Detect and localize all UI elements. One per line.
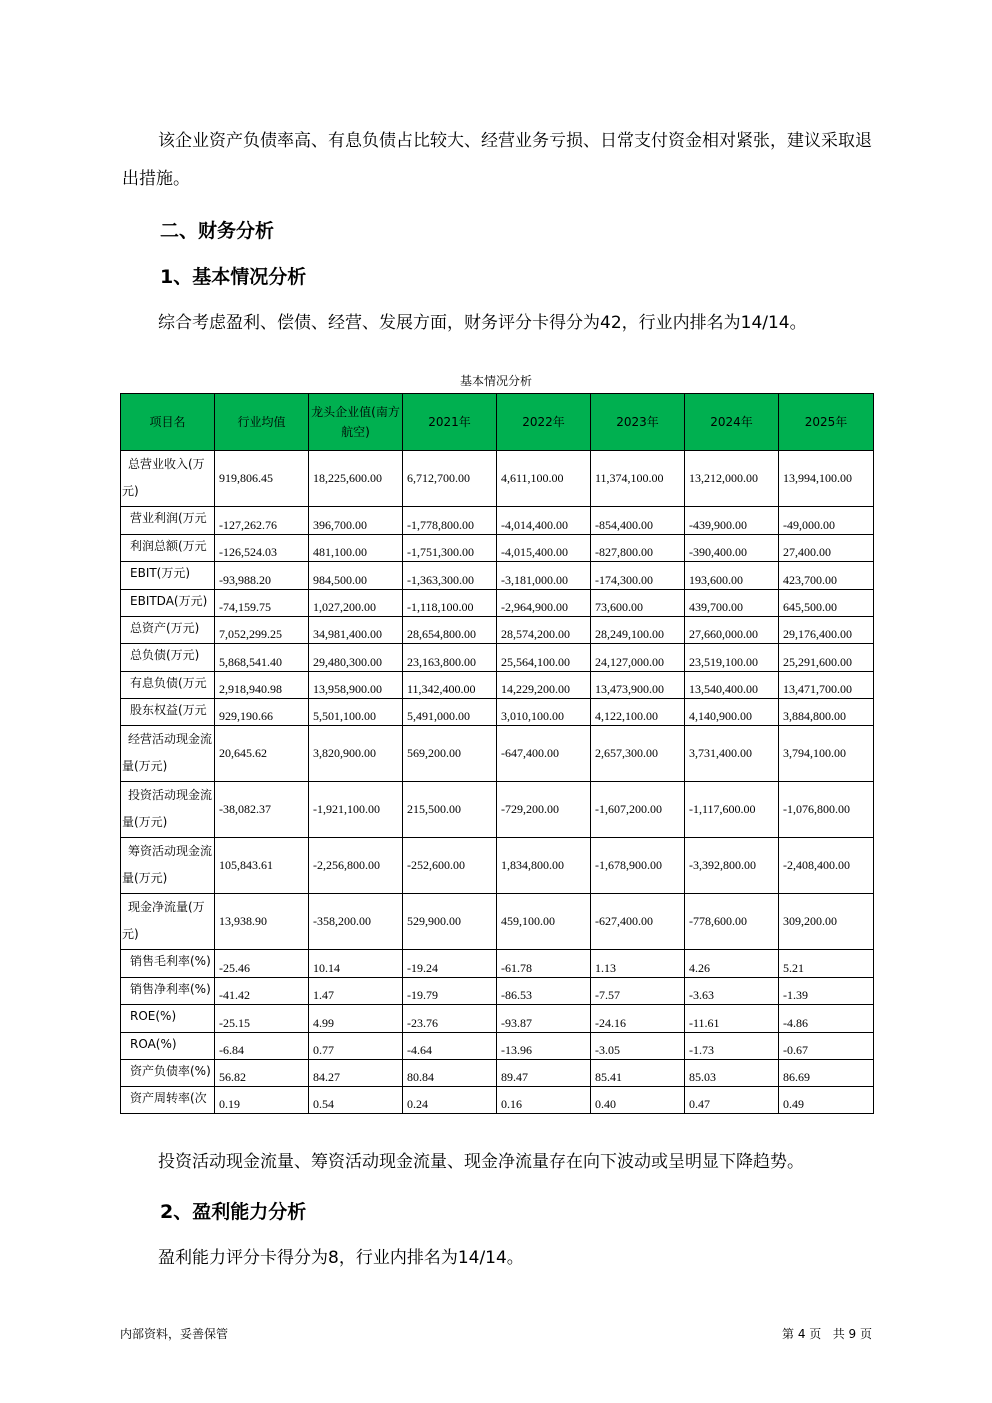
header-2023: 2023年 — [591, 394, 685, 451]
row-label: 销售净利率(%) — [121, 978, 215, 1005]
table-cell: 645,500.00 — [779, 590, 874, 617]
table-cell: -41.42 — [215, 978, 309, 1005]
table-cell: -1,778,800.00 — [403, 507, 497, 535]
table-cell: -778,600.00 — [685, 894, 779, 950]
table-cell: 929,190.66 — [215, 699, 309, 726]
row-label: ROA(%) — [121, 1033, 215, 1060]
table-cell: 569,200.00 — [403, 726, 497, 782]
table-row — [121, 838, 874, 894]
table-cell: -23.76 — [403, 1005, 497, 1033]
table-cell: 28,249,100.00 — [591, 617, 685, 644]
table-cell: 28,574,200.00 — [497, 617, 591, 644]
table-cell: -6.84 — [215, 1033, 309, 1060]
table-cell: -0.67 — [779, 1033, 874, 1060]
table-cell: -1,921,100.00 — [309, 782, 403, 838]
table-cell: -1,118,100.00 — [403, 590, 497, 617]
table-cell: -2,256,800.00 — [309, 838, 403, 894]
table-cell: 0.47 — [685, 1087, 779, 1114]
after-table-text: 投资活动现金流量、筹资活动现金流量、现金净流量存在向下波动或呈明显下降趋势。 — [158, 1152, 804, 1172]
row-label: 总负债(万元) — [121, 644, 215, 672]
table-cell: -93.87 — [497, 1005, 591, 1033]
table-cell: 25,291,600.00 — [779, 644, 874, 672]
table-cell: -1,117,600.00 — [685, 782, 779, 838]
table-cell: 0.19 — [215, 1087, 309, 1114]
table-cell: -24.16 — [591, 1005, 685, 1033]
table-cell: 80.84 — [403, 1060, 497, 1087]
table-cell: -25.15 — [215, 1005, 309, 1033]
table-cell: -74,159.75 — [215, 590, 309, 617]
table-row — [121, 535, 874, 562]
table-cell: 1.13 — [591, 950, 685, 978]
table-row — [121, 1033, 874, 1060]
row-label: 资产负债率(%) — [121, 1060, 215, 1087]
table-cell: -49,000.00 — [779, 507, 874, 535]
section-title-financial-analysis: 二、财务分析 — [160, 220, 275, 242]
table-cell: -4,015,400.00 — [497, 535, 591, 562]
header-2021: 2021年 — [403, 394, 497, 451]
table-cell: -1,607,200.00 — [591, 782, 685, 838]
table-cell: 4.26 — [685, 950, 779, 978]
table-cell: -1.39 — [779, 978, 874, 1005]
table-cell: -252,600.00 — [403, 838, 497, 894]
table-cell: 1.47 — [309, 978, 403, 1005]
table-cell: 13,994,100.00 — [779, 451, 874, 507]
table-cell: 56.82 — [215, 1060, 309, 1087]
table-cell: 0.49 — [779, 1087, 874, 1114]
table-row — [121, 699, 874, 726]
table-cell: -3.05 — [591, 1033, 685, 1060]
table-cell: 439,700.00 — [685, 590, 779, 617]
table-cell: 5,501,100.00 — [309, 699, 403, 726]
row-label: 筹资活动现金流量(万元) — [121, 838, 215, 894]
table-cell: 3,820,900.00 — [309, 726, 403, 782]
table-cell: -358,200.00 — [309, 894, 403, 950]
table-cell: -1,076,800.00 — [779, 782, 874, 838]
table-cell: -1,678,900.00 — [591, 838, 685, 894]
table-cell: 3,731,400.00 — [685, 726, 779, 782]
table-row — [121, 617, 874, 644]
table-row — [121, 894, 874, 950]
table-cell: 10.14 — [309, 950, 403, 978]
table-cell: -25.46 — [215, 950, 309, 978]
table-cell: 25,564,100.00 — [497, 644, 591, 672]
row-label: 总营业收入(万元) — [121, 451, 215, 507]
intro-paragraph: 该企业资产负债率高、有息负债占比较大、经营业务亏损、日常支付资金相对紧张，建议采取退出措施。 — [122, 131, 872, 189]
table-cell: 23,163,800.00 — [403, 644, 497, 672]
table-cell: 85.03 — [685, 1060, 779, 1087]
row-label: 利润总额(万元 — [121, 535, 215, 562]
table-cell: 309,200.00 — [779, 894, 874, 950]
table-cell: 14,229,200.00 — [497, 672, 591, 699]
table-cell: 3,884,800.00 — [779, 699, 874, 726]
table-cell: 86.69 — [779, 1060, 874, 1087]
footer-confidential: 内部资料，妥善保管 — [120, 1327, 229, 1341]
table-cell: -3,392,800.00 — [685, 838, 779, 894]
table-cell: 18,225,600.00 — [309, 451, 403, 507]
table-row — [121, 1087, 874, 1114]
row-label: 有息负债(万元 — [121, 672, 215, 699]
table-cell: 27,400.00 — [779, 535, 874, 562]
table-cell: 481,100.00 — [309, 535, 403, 562]
table-row — [121, 562, 874, 590]
table-cell: -126,524.03 — [215, 535, 309, 562]
table-row — [121, 726, 874, 782]
table-cell: 2,657,300.00 — [591, 726, 685, 782]
profitability-summary-text: 盈利能力评分卡得分为8，行业内排名为14/14。 — [158, 1248, 524, 1268]
table-cell: 89.47 — [497, 1060, 591, 1087]
table-cell: 529,900.00 — [403, 894, 497, 950]
table-cell: -86.53 — [497, 978, 591, 1005]
table-cell: 23,519,100.00 — [685, 644, 779, 672]
header-2022: 2022年 — [497, 394, 591, 451]
table-cell: -3.63 — [685, 978, 779, 1005]
basic-analysis-table — [120, 393, 874, 1114]
table-cell: 1,027,200.00 — [309, 590, 403, 617]
table-cell: 28,654,800.00 — [403, 617, 497, 644]
footer-page-number: 第 4 页 共 9 页 — [782, 1327, 872, 1341]
table-cell: 984,500.00 — [309, 562, 403, 590]
table-cell: -2,408,400.00 — [779, 838, 874, 894]
table-cell: 193,600.00 — [685, 562, 779, 590]
table-cell: 73,600.00 — [591, 590, 685, 617]
table-cell: 5.21 — [779, 950, 874, 978]
table-cell: 919,806.45 — [215, 451, 309, 507]
row-label: 现金净流量(万元) — [121, 894, 215, 950]
table-row — [121, 978, 874, 1005]
table-cell: -4,014,400.00 — [497, 507, 591, 535]
row-label: 投资活动现金流量(万元) — [121, 782, 215, 838]
table-cell: 11,374,100.00 — [591, 451, 685, 507]
table-cell: 6,712,700.00 — [403, 451, 497, 507]
table-cell: -19.79 — [403, 978, 497, 1005]
table-cell: -854,400.00 — [591, 507, 685, 535]
table-cell: -19.24 — [403, 950, 497, 978]
table-cell: 24,127,000.00 — [591, 644, 685, 672]
subsection-title-basic: 1、基本情况分析 — [160, 266, 307, 288]
row-label: 经营活动现金流量(万元) — [121, 726, 215, 782]
table-cell: -647,400.00 — [497, 726, 591, 782]
table-cell: 13,212,000.00 — [685, 451, 779, 507]
table-cell: -827,800.00 — [591, 535, 685, 562]
table-cell: 1,834,800.00 — [497, 838, 591, 894]
table-cell: 84.27 — [309, 1060, 403, 1087]
table-cell: 105,843.61 — [215, 838, 309, 894]
table-cell: 13,938.90 — [215, 894, 309, 950]
table-row — [121, 1060, 874, 1087]
table-cell: 0.77 — [309, 1033, 403, 1060]
row-label: 营业利润(万元 — [121, 507, 215, 535]
row-label: EBITDA(万元) — [121, 590, 215, 617]
table-cell: 29,176,400.00 — [779, 617, 874, 644]
table-cell: -2,964,900.00 — [497, 590, 591, 617]
table-row — [121, 507, 874, 535]
table-cell: -93,988.20 — [215, 562, 309, 590]
table-cell: -627,400.00 — [591, 894, 685, 950]
header-industry-avg: 行业均值 — [215, 394, 309, 451]
table-cell: 0.16 — [497, 1087, 591, 1114]
table-cell: -729,200.00 — [497, 782, 591, 838]
row-label: ROE(%) — [121, 1005, 215, 1033]
table-cell: -11.61 — [685, 1005, 779, 1033]
table-cell: -1,751,300.00 — [403, 535, 497, 562]
table-row — [121, 1005, 874, 1033]
table-cell: -1,363,300.00 — [403, 562, 497, 590]
table-cell: -390,400.00 — [685, 535, 779, 562]
table-row — [121, 644, 874, 672]
table-cell: -7.57 — [591, 978, 685, 1005]
table-cell: 13,471,700.00 — [779, 672, 874, 699]
row-label: 总资产(万元) — [121, 617, 215, 644]
header-2024: 2024年 — [685, 394, 779, 451]
table-cell: 4,611,100.00 — [497, 451, 591, 507]
table-cell: 13,540,400.00 — [685, 672, 779, 699]
table-cell: 0.24 — [403, 1087, 497, 1114]
table-cell: 396,700.00 — [309, 507, 403, 535]
table-caption: 基本情况分析 — [459, 374, 532, 388]
table-row — [121, 950, 874, 978]
table-row — [121, 672, 874, 699]
table-cell: 215,500.00 — [403, 782, 497, 838]
table-cell: 7,052,299.25 — [215, 617, 309, 644]
table-cell: -439,900.00 — [685, 507, 779, 535]
table-cell: 34,981,400.00 — [309, 617, 403, 644]
table-cell: 5,491,000.00 — [403, 699, 497, 726]
table-row — [121, 782, 874, 838]
subsection-title-profitability: 2、盈利能力分析 — [160, 1201, 307, 1223]
header-item-name: 项目名 — [121, 394, 215, 451]
row-label: EBIT(万元) — [121, 562, 215, 590]
table-cell: 4,140,900.00 — [685, 699, 779, 726]
table-cell: 459,100.00 — [497, 894, 591, 950]
table-header-row — [121, 394, 874, 451]
table-cell: 0.54 — [309, 1087, 403, 1114]
table-cell: -38,082.37 — [215, 782, 309, 838]
table-cell: -127,262.76 — [215, 507, 309, 535]
table-cell: -3,181,000.00 — [497, 562, 591, 590]
table-cell: 5,868,541.40 — [215, 644, 309, 672]
table-cell: 3,010,100.00 — [497, 699, 591, 726]
table-cell: -1.73 — [685, 1033, 779, 1060]
table-cell: 13,958,900.00 — [309, 672, 403, 699]
table-cell: -174,300.00 — [591, 562, 685, 590]
row-label: 销售毛利率(%) — [121, 950, 215, 978]
table-cell: 2,918,940.98 — [215, 672, 309, 699]
table-cell: 3,794,100.00 — [779, 726, 874, 782]
table-row — [121, 590, 874, 617]
table-cell: 85.41 — [591, 1060, 685, 1087]
table-cell: 0.40 — [591, 1087, 685, 1114]
table-cell: 11,342,400.00 — [403, 672, 497, 699]
header-2025: 2025年 — [779, 394, 874, 451]
table-cell: 27,660,000.00 — [685, 617, 779, 644]
table-cell: -13.96 — [497, 1033, 591, 1060]
table-cell: 4,122,100.00 — [591, 699, 685, 726]
table-cell: 4.99 — [309, 1005, 403, 1033]
basic-summary-text: 综合考虑盈利、偿债、经营、发展方面，财务评分卡得分为42，行业内排名为14/14。 — [158, 313, 807, 333]
table-cell: 423,700.00 — [779, 562, 874, 590]
table-cell: 20,645.62 — [215, 726, 309, 782]
table-row — [121, 451, 874, 507]
table-cell: -4.64 — [403, 1033, 497, 1060]
row-label: 股东权益(万元 — [121, 699, 215, 726]
table-cell: 13,473,900.00 — [591, 672, 685, 699]
table-cell: -4.86 — [779, 1005, 874, 1033]
table-cell: -61.78 — [497, 950, 591, 978]
table-cell: 29,480,300.00 — [309, 644, 403, 672]
header-leader-value: 龙头企业值(南方航空) — [309, 394, 403, 451]
row-label: 资产周转率(次 — [121, 1087, 215, 1114]
